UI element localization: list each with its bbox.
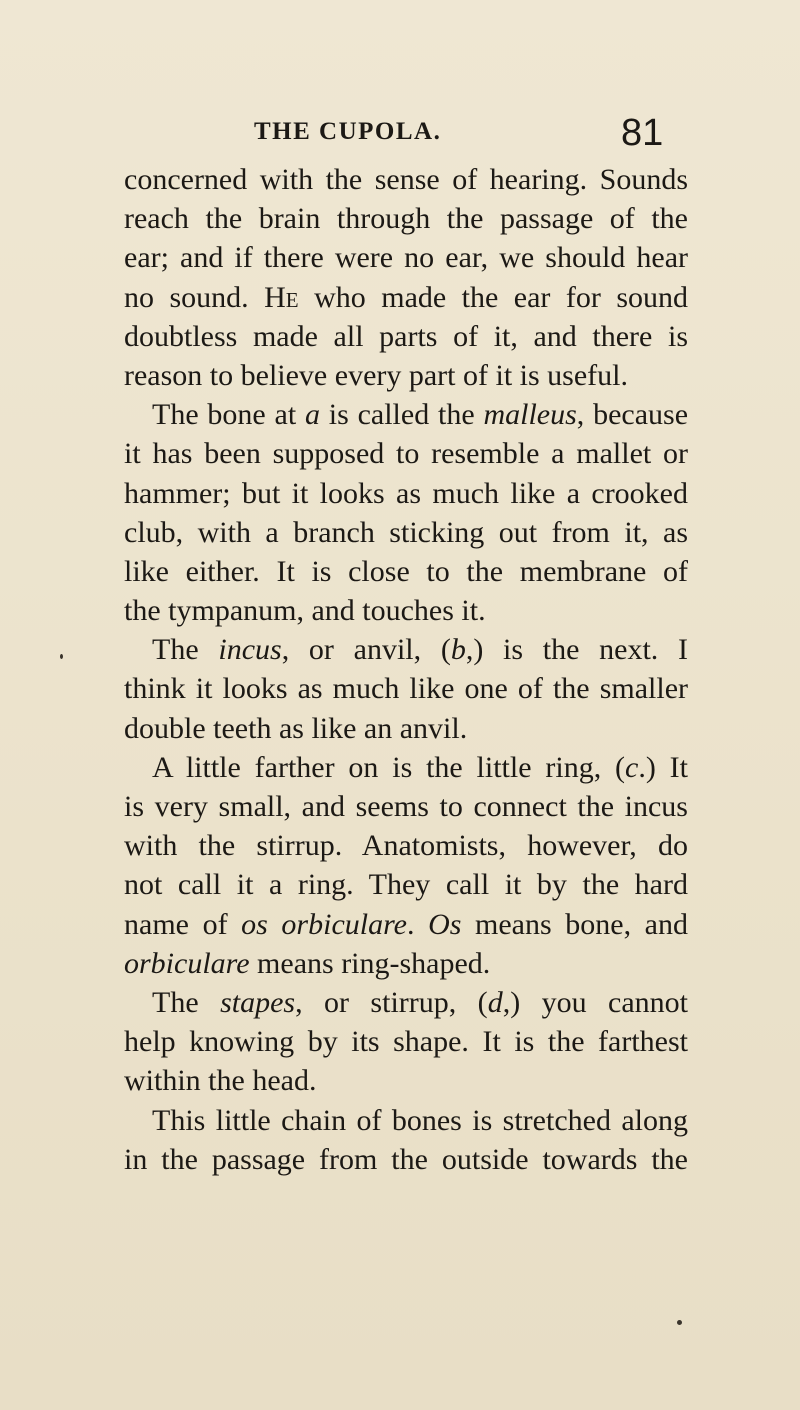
text-line xyxy=(124,944,688,983)
text-run: . xyxy=(406,907,429,941)
text-run: .) It xyxy=(638,750,688,784)
text-line xyxy=(124,395,688,434)
text-line xyxy=(124,434,688,473)
running-title: THE CUPOLA. xyxy=(254,118,442,145)
running-head xyxy=(0,112,800,152)
text-run: The xyxy=(152,985,221,1019)
text-line xyxy=(124,1061,688,1100)
ink-speck xyxy=(677,1320,682,1325)
text-line xyxy=(124,630,688,669)
text-run: like either. It is close to the membrane of xyxy=(124,554,688,588)
italic-term: b xyxy=(450,633,466,667)
italic-term: stapes xyxy=(220,985,296,1019)
text-run: reason to believe every part of it is useful. xyxy=(124,358,628,392)
text-run: is called the xyxy=(320,398,484,432)
text-run: reach the brain through the passage of the xyxy=(124,202,688,236)
body-text xyxy=(124,160,688,1179)
text-run: ,) you cannot xyxy=(502,985,689,1019)
text-line xyxy=(124,238,688,277)
text-line xyxy=(124,983,688,1022)
text-run: This little chain of bones is stretched along xyxy=(152,1103,688,1137)
text-line xyxy=(124,826,688,865)
text-line xyxy=(124,278,688,317)
text-line xyxy=(124,356,688,395)
text-line xyxy=(124,552,688,591)
text-run: not call it a ring. They call it by the hard xyxy=(124,868,688,902)
text-run: The bone at xyxy=(152,398,305,432)
italic-term: a xyxy=(305,398,320,432)
text-line xyxy=(124,748,688,787)
text-run: doubtless made all parts of it, and there is xyxy=(124,319,688,353)
italic-term: orbiculare xyxy=(124,946,250,980)
italic-term: malleus xyxy=(483,398,577,432)
text-line xyxy=(124,513,688,552)
text-run: The xyxy=(152,633,219,667)
text-line xyxy=(124,317,688,356)
text-run: ,) is the next. I xyxy=(465,633,689,667)
italic-term: c xyxy=(625,750,639,784)
text-run: with the stirrup. Anatomists, however, do xyxy=(124,829,688,863)
text-run: hammer; but it looks as much like a crooked xyxy=(124,476,688,510)
text-run: no sound. xyxy=(124,280,265,314)
text-run: ear; and if there were no ear, we should hear xyxy=(124,241,688,275)
text-run: means ring-shaped. xyxy=(249,946,491,980)
text-line xyxy=(124,905,688,944)
italic-term: d xyxy=(487,985,503,1019)
text-line xyxy=(124,1140,688,1179)
text-line xyxy=(124,865,688,904)
text-run: think it looks as much like one of the smaller xyxy=(124,672,688,706)
text-run: within the head. xyxy=(124,1064,317,1098)
text-run: name of xyxy=(124,907,242,941)
text-run: is very small, and seems to connect the incus xyxy=(124,790,688,823)
small-caps-word: He xyxy=(264,280,299,314)
text-run: the tympanum, and touches it. xyxy=(124,594,486,628)
text-line xyxy=(124,160,688,199)
text-run: means bone, and xyxy=(461,907,688,941)
text-run: who made the ear for sound xyxy=(298,280,688,314)
text-line xyxy=(124,474,688,513)
text-line xyxy=(124,591,688,630)
italic-term: incus xyxy=(218,633,282,667)
text-run: help knowing by its shape. It is the farthest xyxy=(124,1025,688,1059)
text-run: A little farther on is the little ring, ( xyxy=(152,750,626,784)
italic-term: Os xyxy=(428,907,462,941)
text-run: it has been supposed to resemble a mallet or xyxy=(124,437,688,471)
text-run: in the passage from the outside towards the xyxy=(124,1142,688,1176)
page-number: 81 xyxy=(621,112,664,154)
text-line xyxy=(124,1022,688,1061)
ink-speck xyxy=(60,654,63,659)
text-run: double teeth as like an anvil. xyxy=(124,711,468,745)
text-run: , because xyxy=(576,398,689,432)
text-line xyxy=(124,1101,688,1140)
text-run: , or stirrup, ( xyxy=(295,985,488,1019)
text-run: , or anvil, ( xyxy=(281,633,451,667)
text-run: concerned with the sense of hearing. Sounds xyxy=(124,163,688,196)
text-line xyxy=(124,709,688,748)
text-line xyxy=(124,787,688,826)
text-line xyxy=(124,669,688,708)
text-run: club, with a branch sticking out from it, as xyxy=(124,515,688,549)
text-line xyxy=(124,199,688,238)
italic-term: os orbiculare xyxy=(241,907,407,941)
